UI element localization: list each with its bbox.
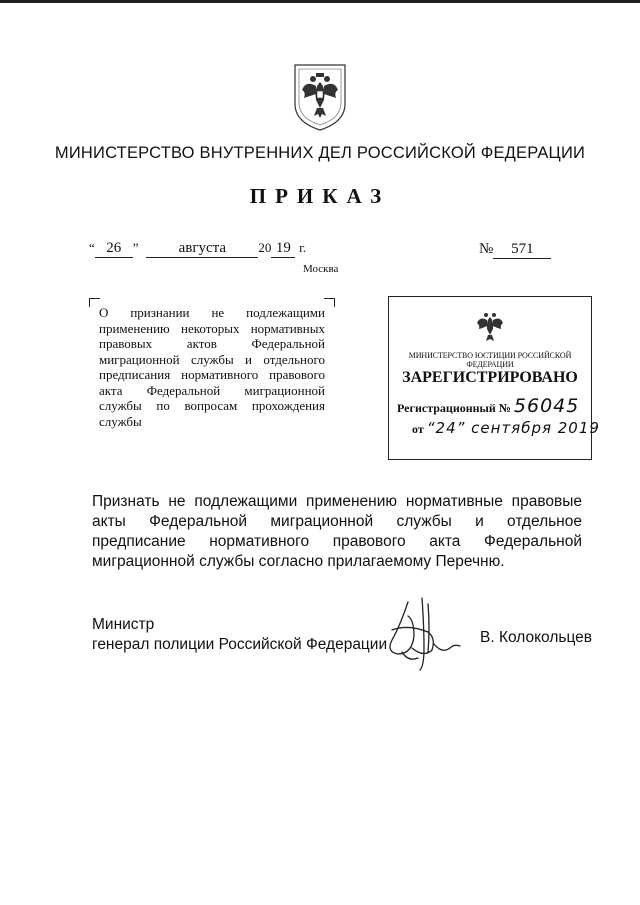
signer-name: В. Колокольцев [480, 629, 593, 646]
subject-corner-right [324, 298, 335, 307]
signer-title [92, 615, 387, 655]
stamp-ministry: МИНИСТЕРСТВО ЮСТИЦИИ РОССИЙСКОЙ ФЕДЕРАЦИИ [408, 351, 572, 369]
document-type-title: ПРИКАЗ [249, 184, 391, 208]
handwritten-signature [378, 596, 462, 672]
date-open-quote: “ [89, 240, 95, 255]
number-value: 571 [493, 241, 551, 259]
stamp-number-value: 56045 [513, 395, 580, 417]
date-day: 26 [95, 240, 133, 258]
stamp-coat-of-arms-icon [475, 309, 505, 343]
date-month: августа [146, 240, 258, 258]
order-city: Москва [303, 263, 339, 275]
number-label: № [479, 241, 494, 257]
stamp-date-value: “24” сентября 2019 [426, 419, 600, 437]
date-year-unit: г. [299, 240, 307, 255]
stamp-status: ЗАРЕГИСТРИРОВАНО [402, 369, 578, 386]
registration-stamp [388, 296, 600, 460]
signer-title-line2: генерал полиции Российской Федерации [92, 636, 388, 653]
stamp-number-label: Регистрационный № [397, 401, 511, 415]
order-body: Признать не подлежащими применению нормативные правовые акты Федеральной миграционной службы и отдельное предписание нормативного правового акта Федеральной миграционной службы согласно прилагаемому Перечню. [92, 493, 582, 570]
stamp-number-line [397, 395, 579, 417]
date-year-suffix: 19 [271, 240, 295, 258]
order-date [89, 240, 306, 258]
signer-title-line1: Министр [92, 616, 155, 633]
ministry-title: МИНИСТЕРСТВО ВНУТРЕННИХ ДЕЛ РОССИЙСКОЙ ФЕДЕРАЦИИ [54, 144, 586, 162]
date-close-quote: ” [132, 240, 139, 255]
order-subject: О признании не подлежащими применению некоторых нормативных правовых актов Федеральной миграционной службы и отдельного предписания нормативного правового акта Федеральной миграционной службы по вопросам прохождения службы [99, 305, 325, 429]
stamp-date-line [412, 419, 600, 437]
coat-of-arms-icon [292, 62, 348, 132]
page-top-edge [0, 0, 640, 3]
order-number [479, 241, 551, 259]
stamp-date-prefix: от [412, 422, 424, 436]
date-year-prefix: 20 [258, 240, 272, 255]
